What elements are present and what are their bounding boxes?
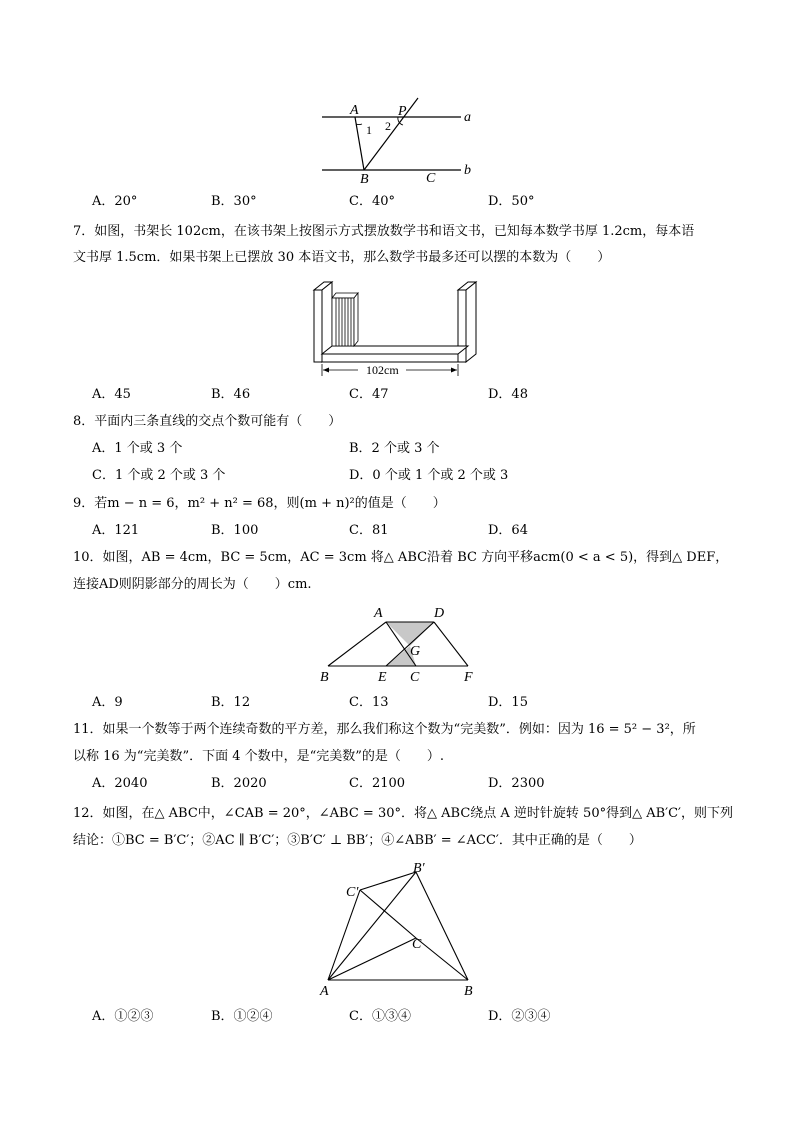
q11-option-d[interactable]: D．2300 (488, 776, 545, 791)
q11-option-c[interactable]: C．2100 (349, 776, 406, 791)
fig6-label-b: b (464, 163, 471, 178)
q7-bookshelf-figure (306, 272, 486, 380)
q7-option-a[interactable]: A．45 (92, 387, 131, 402)
q7-stem-line2: 文书厚 1.5cm．如果书架上已摆放 30 本语文书，那么数学书最多还可以摆的本数为（ ） (73, 250, 611, 265)
fig10-label-A: A (374, 606, 383, 621)
q9-option-d[interactable]: D．64 (488, 523, 528, 538)
q11-option-a[interactable]: A．2040 (92, 776, 148, 791)
q10-stem-line1: 10．如图，AB = 4cm，BC = 5cm，AC = 3cm 将△ ABC沿着 BC 方向平移acm(0 < a < 5)，得到△ DEF， (73, 550, 729, 565)
q12-option-d[interactable]: D．②③④ (488, 1009, 551, 1024)
q8-option-c[interactable]: C．1 个或 2 个或 3 个 (92, 468, 226, 483)
q12-stem-line2: 结论：①BC = B′C′；②AC ∥ B′C′；③B′C′ ⊥ BB′；④∠ABB′ = ∠ACC′．其中正确的是（ ） (73, 833, 642, 848)
q10-option-c[interactable]: C．13 (349, 695, 389, 710)
q10-option-d[interactable]: D．15 (488, 695, 528, 710)
q12-option-c[interactable]: C．①③④ (349, 1009, 411, 1024)
q10-option-b[interactable]: B．12 (211, 695, 251, 710)
q9-option-a[interactable]: A．121 (92, 523, 140, 538)
q7-option-d[interactable]: D．48 (488, 387, 528, 402)
q7-figure-length-label: 102cm (366, 363, 399, 377)
fig12-label-C: C (412, 937, 422, 952)
fig12-label-A: A (320, 984, 329, 999)
fig12-label-B: B (464, 984, 473, 999)
fig12-label-c-prime: C′ (346, 885, 359, 900)
fig10-label-B: B (320, 670, 329, 684)
q9-option-b[interactable]: B．100 (211, 523, 259, 538)
q8-option-a[interactable]: A．1 个或 3 个 (92, 441, 183, 456)
q10-stem-line2: 连接AD则阴影部分的周长为（ ）cm. (73, 577, 312, 592)
fig12-label-b-prime: B′ (413, 861, 425, 876)
q8-stem: 8．平面内三条直线的交点个数可能有（ ） (73, 414, 342, 429)
q7-stem-line1: 7．如图，书架长 102cm，在该书架上按图示方式摆放数学书和语文书，已知每本数学书厚 1.2cm，每本语 (73, 224, 695, 239)
q12-option-a[interactable]: A．①②③ (92, 1009, 154, 1024)
fig10-label-D: D (434, 606, 445, 621)
q7-option-b[interactable]: B．46 (211, 387, 251, 402)
q8-option-d[interactable]: D．0 个或 1 个或 2 个或 3 (349, 468, 509, 483)
fig6-label-A: A (350, 103, 359, 118)
q6-option-d[interactable]: D．50° (488, 194, 535, 209)
q12-option-b[interactable]: B．①②④ (211, 1009, 273, 1024)
q6-option-b[interactable]: B．30° (211, 194, 257, 209)
q10-option-a[interactable]: A．9 (92, 695, 123, 710)
q11-option-b[interactable]: B．2020 (211, 776, 267, 791)
fig10-label-G: G (410, 644, 421, 659)
q12-stem-line1: 12．如图，在△ ABC中，∠CAB = 20°，∠ABC = 30°．将△ ABC绕点 A 逆时针旋转 50°得到△ AB′C′，则下列 (73, 806, 734, 821)
q11-stem-line2: 以称 16 为“完美数”．下面 4 个数中，是“完美数”的是（ ）. (73, 749, 445, 764)
fig6-label-2: 2 (385, 119, 391, 133)
q11-stem-line1: 11．如果一个数等于两个连续奇数的平方差，那么我们称这个数为“完美数”．例如：因为 16 = 5² − 3²，所 (73, 722, 696, 737)
fig10-label-C: C (410, 670, 420, 684)
q6-figure (318, 94, 478, 186)
fig6-label-B: B (360, 172, 369, 186)
q6-option-c[interactable]: C．40° (349, 194, 395, 209)
q12-rotation-figure (312, 858, 484, 1000)
fig6-label-P: P (398, 104, 407, 119)
fig6-label-1: 1 (366, 123, 372, 137)
fig10-label-F: F (464, 670, 473, 684)
q9-option-c[interactable]: C．81 (349, 523, 389, 538)
fig10-label-E: E (378, 670, 387, 684)
q7-option-c[interactable]: C．47 (349, 387, 389, 402)
fig6-label-C: C (426, 171, 436, 186)
fig6-label-a: a (464, 110, 471, 125)
q8-option-b[interactable]: B．2 个或 3 个 (349, 441, 440, 456)
q10-translation-figure (318, 604, 478, 684)
q9-stem: 9．若m − n = 6，m² + n² = 68，则(m + n)²的值是（ ） (73, 496, 446, 511)
q6-option-a[interactable]: A．20° (92, 194, 138, 209)
